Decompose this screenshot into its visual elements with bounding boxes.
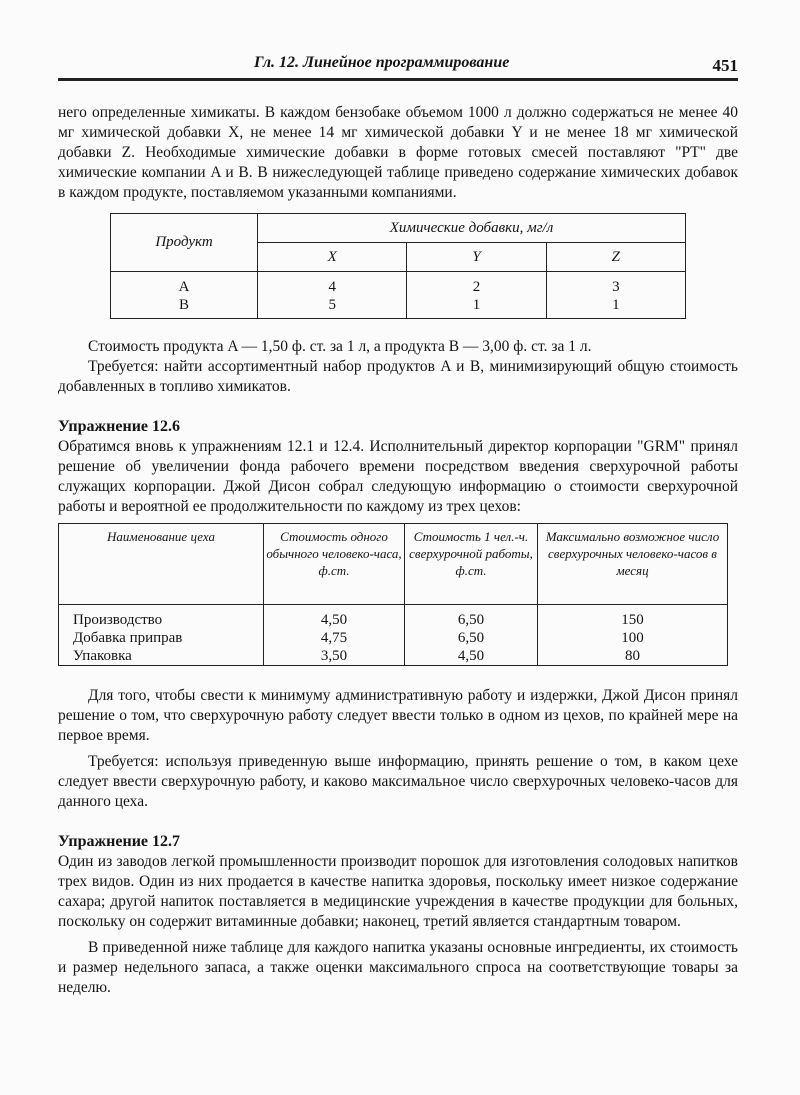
- table-row: [59, 647, 728, 666]
- paragraph-intro: него определенные химикаты. В каждом бензобаке объемом 1000 л должно содержаться не менее 40 мг химической добавки X, не менее 14 мг химической добавки Y и не менее 18 мг химической добавки Z. Необходимые химические добавки в форме готовых смесей поставляют "PT" две химические компании A и B. В нижеследующей таблице приведено содержание химических добавок в каждом продукте, поставляемом указанными компаниями.: [58, 104, 738, 201]
- table2-cell: 4,75: [264, 629, 405, 647]
- table2-cell: 4,50: [405, 647, 538, 666]
- paragraph-table-intro: В приведенной ниже таблице для каждого напитка указаны основные ингредиенты, их стоимость и размер недельного запаса, а также оценки максимального спроса на соответствующие товары за неделю.: [58, 939, 738, 996]
- table-row: [111, 296, 686, 319]
- table2-shop-name: Добавка приправ: [73, 629, 183, 646]
- table2-cell: 80: [538, 647, 728, 666]
- table1-col-x: X: [258, 243, 407, 272]
- page-number: 451: [712, 56, 738, 75]
- paragraph-exercise-12-6: Обратимся вновь к упражнениям 12.1 и 12.4. Исполнительный директор корпорации "GRM" принял решение об увеличении фонда рабочего времени посредством введения сверхурочной работы служащих корпорации. Джой Дисон собрал следующую информацию о стоимости сверхурочной работы и вероятной ее продолжительности по каждому из трех цехов:: [58, 438, 738, 515]
- table2-cell: 3,50: [264, 647, 405, 666]
- table-row: [59, 605, 728, 630]
- exercise-heading-12-7: Упражнение 12.7: [58, 833, 181, 850]
- overtime-table: [58, 523, 728, 666]
- table2-shop-name: Производство: [73, 611, 163, 628]
- table1-cell: 5: [258, 296, 407, 319]
- table1-product: A: [178, 278, 190, 295]
- table2-cell: 6,50: [405, 629, 538, 647]
- paragraph-task2: Требуется: используя приведенную выше информацию, принять решение о том, в каком цехе следует ввести сверхурочную работу, и каково максимальное число сверхурочных человеко-часов для данного цеха.: [58, 753, 738, 810]
- paragraph-task1: Требуется: найти ассортиментный набор продуктов A и B, минимизирующий общую стоимость добавленных в топливо химикатов.: [58, 358, 738, 395]
- table1-product-header: Продукт: [111, 214, 258, 272]
- exercise-heading-12-6: Упражнение 12.6: [58, 418, 181, 435]
- table2-cell: 4,50: [264, 605, 405, 630]
- paragraph-decision: Для того, чтобы свести к минимуму административную работу и издержки, Джой Дисон принял решение о том, что сверхурочную работу следует ввести только в одном из цехов, по крайней мере на первое время.: [58, 687, 738, 744]
- chapter-title: Гл. 12. Линейное программирование: [254, 54, 510, 71]
- page: [58, 48, 738, 998]
- table2-header-regular: Стоимость одного обычного человеко-часа, ф.ст.: [264, 524, 405, 605]
- paragraph-cost: Стоимость продукта A — 1,50 ф. ст. за 1 л, а продукта B — 3,00 ф. ст. за 1 л.: [88, 338, 592, 355]
- table2-shop-name: Упаковка: [73, 647, 132, 664]
- table1-cell: 1: [546, 296, 685, 319]
- running-header: [58, 48, 738, 81]
- additives-table: [110, 213, 686, 319]
- table1-cell: 2: [407, 272, 546, 297]
- table-row: [59, 629, 728, 647]
- table2-cell: 6,50: [405, 605, 538, 630]
- paragraph-exercise-12-7: Один из заводов легкой промышленности производит порошок для изготовления солодовых напитков трех видов. Один из них продается в качестве напитка здоровья, поскольку имеет низкое содержание сахара; другой напиток поставляется в медицинские учреждения в качестве продукции для больных, поскольку он содержит витаминные добавки; наконец, третий является стандартным товаром.: [58, 853, 738, 930]
- table1-cell: 3: [546, 272, 685, 297]
- table2-header-max: Максимально возможное число сверхурочных человеко-часов в месяц: [538, 524, 728, 605]
- table2-cell: 150: [538, 605, 728, 630]
- table1-cell: 1: [407, 296, 546, 319]
- table2-header-overtime: Стоимость 1 чел.-ч. сверхурочной работы, ф.ст.: [405, 524, 538, 605]
- table1-col-y: Y: [407, 243, 546, 272]
- table2-cell: 100: [538, 629, 728, 647]
- table2-header-shop: Наименование цеха: [59, 524, 264, 605]
- table-row: [111, 272, 686, 297]
- table1-col-z: Z: [546, 243, 685, 272]
- table1-group-header: Химические добавки, мг/л: [258, 214, 686, 243]
- table1-product: B: [178, 296, 189, 313]
- table1-cell: 4: [258, 272, 407, 297]
